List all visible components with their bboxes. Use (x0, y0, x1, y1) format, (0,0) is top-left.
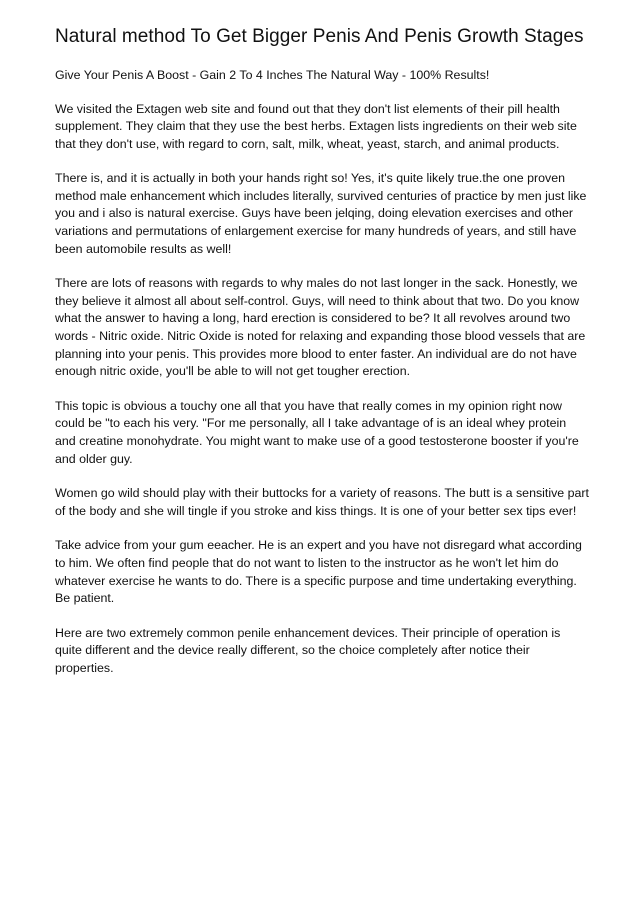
paragraph-1: We visited the Extagen web site and found out that they don't list elements of their pill health supplement. They claim that they use the best herbs. Extagen lists ingredients on their web site that they don't use, with regard to corn, salt, milk, wheat, yeast, starch, and animal products. (55, 101, 577, 151)
paragraph-2: There is, and it is actually in both your hands right so! Yes, it's quite likely true.the one proven method male enhancement which includes literally, survived centuries of practice by men just like you and i also is natural exercise. Guys have been jelqing, doing elevation exercises and other variations and permutations of enlargement exercise for many hundreds of years, and still have been automobile results as well! (55, 171, 587, 256)
paragraph-7: Here are two extremely common penile enhancement devices. Their principle of operation is quite different and the device really different, so the choice completely after notice their properties. (55, 625, 561, 675)
document-title: Natural method To Get Bigger Penis And Penis Growth Stages (55, 26, 584, 47)
paragraph-6: Take advice from your gum eeacher. He is an expert and you have not disregard what according to him. We often find people that do not want to listen to the instructor as he won't let him do whatever exercise he wants to do. There is a specific purpose and time undertaking everything. Be patient. (55, 538, 582, 606)
document-subtitle: Give Your Penis A Boost - Gain 2 To 4 Inches The Natural Way - 100% Results! (55, 68, 490, 82)
paragraph-4: This topic is obvious a touchy one all that you have that really comes in my opinion right now could be "to each his very. "For me personally, all I take advantage of is an ideal whey protein and creatine monohydrate. You might want to make use of a good testosterone booster if you're and older guy. (55, 398, 579, 466)
document-page (55, 26, 590, 695)
paragraph-5: Women go wild should play with their buttocks for a variety of reasons. The butt is a sensitive part of the body and she will tingle if you stroke and kiss things. It is one of your better sex tips ever! (55, 486, 589, 518)
paragraph-3: There are lots of reasons with regards to why males do not last longer in the sack. Honestly, we they believe it almost all about self-control. Guys, will need to think about that two. Do you know what the answer to having a long, hard erection is considered to be? It all revolves around two words - Nitric oxide. Nitric Oxide is noted for relaxing and expanding those blood vessels that are planning into your penis. This provides more blood to enter faster. An individual are do not have enough nitric oxide, you'll be able to will not get tougher erection. (55, 276, 586, 379)
